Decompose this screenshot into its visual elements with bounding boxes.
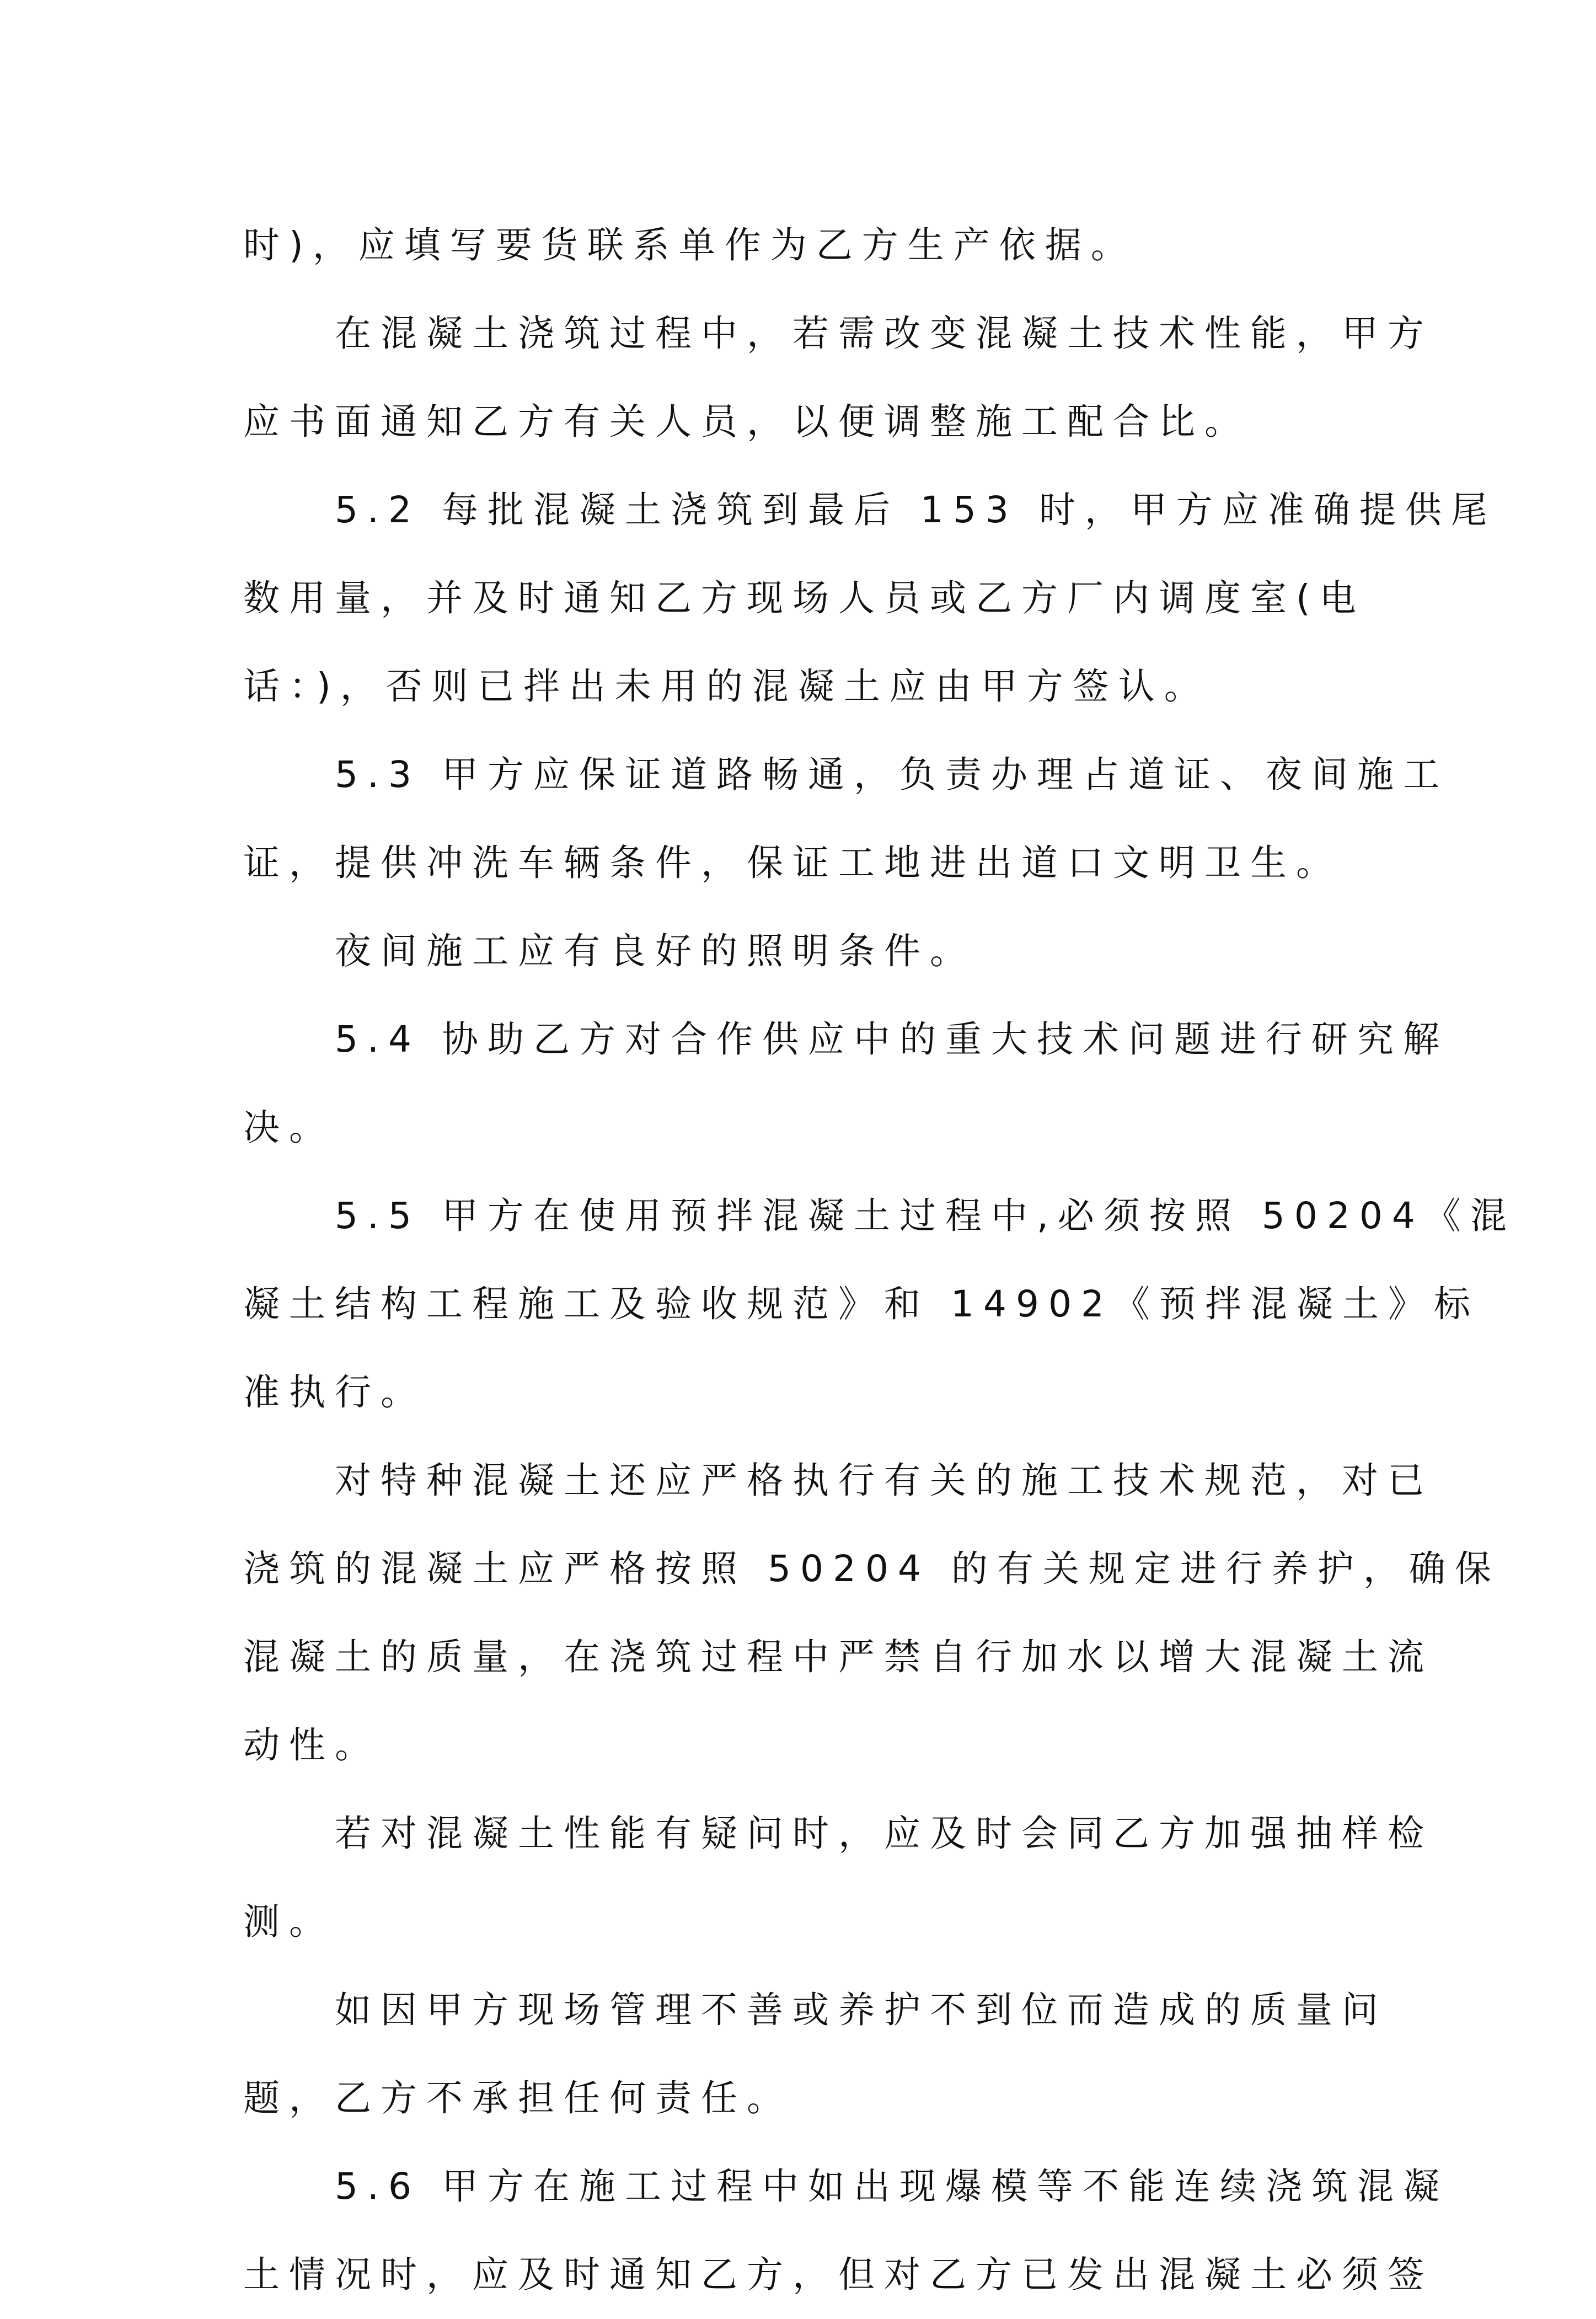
text-line: 证，提供冲洗车辆条件，保证工地进出道口文明卫生。 [243,842,1342,884]
text-line: 话：)，否则已拌出未用的混凝土应由甲方签认。 [243,665,1210,708]
text-line: 5.3 甲方应保证道路畅通，负责办理占道证、夜间施工 [335,753,1449,796]
text-line: 准执行。 [243,1371,426,1413]
body-text [243,201,1516,2319]
text-line: 对特种混凝土还应严格执行有关的施工技术规范，对已 [335,1459,1433,1502]
text-line: 数用量，并及时通知乙方现场人员或乙方厂内调度室(电 [243,577,1365,619]
text-line: 在混凝土浇筑过程中，若需改变混凝土技术性能，甲方 [335,312,1433,355]
text-line: 夜间施工应有良好的照明条件。 [335,930,976,972]
text-line: 如因甲方现场管理不善或养护不到位而造成的质量问 [335,1989,1388,2031]
text-line: 时)，应填写要货联系单作为乙方生产依据。 [243,224,1137,266]
text-line: 5.4 协助乙方对合作供应中的重大技术问题进行研究解 [335,1018,1449,1061]
text-line: 应书面通知乙方有关人员，以便调整施工配合比。 [243,400,1250,443]
text-line: 题，乙方不承担任何责任。 [243,2077,792,2119]
text-line: 土情况时，应及时通知乙方，但对乙方已发出混凝土必须签 [243,2253,1433,2296]
text-line: 5.6 甲方在施工过程中如出现爆模等不能连续浇筑混凝 [335,2165,1449,2208]
text-line: 浇筑的混凝土应严格按照 50204 的有关规定进行养护，确保 [243,1547,1501,1590]
text-line: 若对混凝土性能有疑问时，应及时会同乙方加强抽样检 [335,1812,1433,1855]
text-line: 5.5 甲方在使用预拌混凝土过程中,必须按照 50204《混 [335,1195,1516,1237]
text-line: 5.2 每批混凝土浇筑到最后 153 时，甲方应准确提供尾 [335,489,1497,531]
text-line: 动性。 [243,1724,381,1766]
text-line: 凝土结构工程施工及验收规范》和 14902《预拌混凝土》标 [243,1283,1480,1325]
text-line: 混凝土的质量，在浇筑过程中严禁自行加水以增大混凝土流 [243,1636,1433,1678]
text-line: 测。 [243,1900,335,1943]
text-line: 决。 [243,1106,335,1149]
